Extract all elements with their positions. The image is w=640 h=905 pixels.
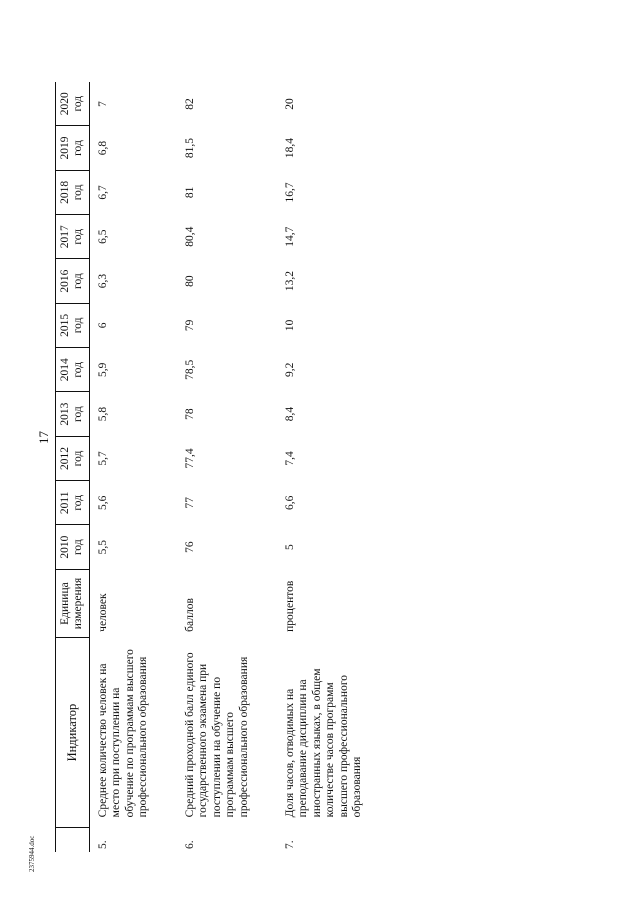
header-year: 2019 год <box>56 126 90 170</box>
row-value: 5,5 <box>96 539 109 555</box>
header-year: 2017 год <box>56 215 90 259</box>
row-value: 10 <box>283 319 296 332</box>
header-unit: Единица измерения <box>56 569 90 638</box>
row-value: 6 <box>96 322 109 329</box>
row-value: 9,2 <box>283 362 296 377</box>
header-year: 2016 год <box>56 259 90 303</box>
indicators-table <box>55 82 391 852</box>
row-value: 81 <box>183 186 196 199</box>
row-value: 7 <box>96 101 109 107</box>
header-year: 2015 год <box>56 303 90 347</box>
header-year: 2013 год <box>56 392 90 436</box>
header-year: 2014 год <box>56 348 90 392</box>
table-row <box>177 82 277 852</box>
row-value: 78 <box>183 408 196 420</box>
header-year: 2012 год <box>56 436 90 480</box>
row-value: 6,3 <box>96 273 109 289</box>
row-value: 6,8 <box>96 140 109 156</box>
table-body <box>89 82 390 852</box>
row-value: 5,6 <box>96 495 109 510</box>
row-value: 80 <box>183 275 196 287</box>
header-year: 2010 год <box>56 525 90 569</box>
row-unit: человек <box>96 593 109 632</box>
header-row <box>56 82 90 852</box>
header-indicator: Индикатор <box>56 638 90 827</box>
row-value: 18,4 <box>283 137 296 159</box>
row-value: 6,5 <box>96 229 109 244</box>
row-value: 77,4 <box>183 448 196 469</box>
rotated-table-container <box>55 82 575 852</box>
row-value: 77 <box>183 497 196 509</box>
row-number: 5. <box>96 840 109 849</box>
row-value: 81,5 <box>183 137 196 159</box>
table-row <box>89 82 176 852</box>
table-header <box>56 82 90 852</box>
row-value: 6,6 <box>283 495 296 510</box>
row-value: 6,7 <box>96 185 109 200</box>
row-value: 5,7 <box>96 451 109 466</box>
document-filename: 2375944.doc <box>28 835 36 872</box>
row-indicator: Средний проходной балл единого государственного экзамена при поступлении на обучение по программам высшего профессионального образования <box>183 652 250 818</box>
row-number: 6. <box>183 840 196 849</box>
row-unit: процентов <box>283 580 296 632</box>
row-value: 8,4 <box>283 406 296 422</box>
row-value: 78,5 <box>183 359 196 380</box>
row-value: 5,9 <box>96 362 109 377</box>
row-value: 13,2 <box>283 271 296 292</box>
header-year: 2018 год <box>56 170 90 214</box>
row-value: 82 <box>183 98 196 110</box>
row-value: 7,4 <box>283 451 296 466</box>
row-value: 16,7 <box>283 182 296 203</box>
row-value: 5,8 <box>96 406 109 422</box>
row-value: 14,7 <box>283 226 296 247</box>
row-value: 20 <box>283 98 296 110</box>
header-year: 2011 год <box>56 481 90 525</box>
row-value: 76 <box>183 541 196 553</box>
table-row <box>277 82 391 852</box>
row-number: 7. <box>283 840 296 849</box>
row-value: 79 <box>183 319 196 332</box>
header-year: 2020 год <box>56 82 90 126</box>
page-number: 17 <box>36 431 51 444</box>
row-unit: баллов <box>183 598 196 632</box>
row-indicator: Среднее количество человек на место при поступлении на обучение по программам высшего профессионального образования <box>96 649 150 818</box>
row-value: 5 <box>283 544 296 551</box>
row-indicator: Доля часов, отводимых на преподавание дисциплин на иностранных языках, в общем количестве часов программ высшего профессионального образования <box>283 668 364 818</box>
row-value: 80,4 <box>183 226 196 247</box>
header-number <box>56 827 90 852</box>
